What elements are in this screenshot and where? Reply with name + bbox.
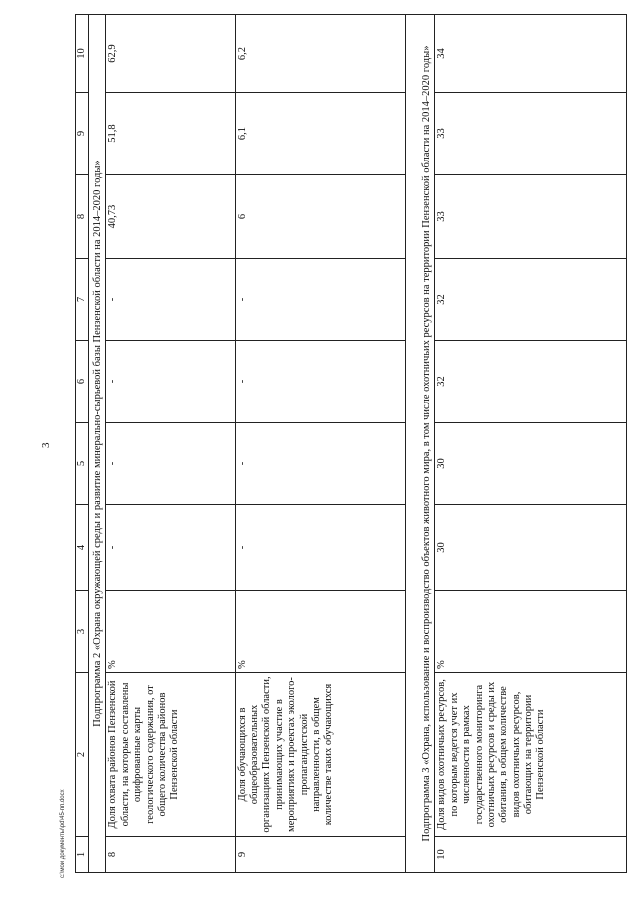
table-row xyxy=(235,15,406,873)
value-cell: 51,8 xyxy=(106,93,235,175)
value-cell: 32 xyxy=(435,341,627,423)
value-cell: 6,2 xyxy=(235,15,406,93)
value-cell: 6,1 xyxy=(235,93,406,175)
row-number: 10 xyxy=(435,837,627,873)
value-cell: 32 xyxy=(435,259,627,341)
column-header: 9 xyxy=(76,93,89,175)
value-cell: 33 xyxy=(435,175,627,259)
unit-cell: % xyxy=(106,591,235,673)
unit-cell: % xyxy=(435,591,627,673)
value-cell: - xyxy=(235,423,406,505)
value-cell: 30 xyxy=(435,423,627,505)
subprogram-3-title: Подпрограмма 3 «Охрана, использование и воспроизводство объектов животного мира, в том числе охотничьих ресурсов на территории Пензенской области на 2014–2020 годы» xyxy=(406,15,435,873)
value-cell: - xyxy=(106,423,235,505)
column-header: 5 xyxy=(76,423,89,505)
column-header: 10 xyxy=(76,15,89,93)
footer-file-path: c:\мои документы\рd\45-пп.docx xyxy=(60,789,66,878)
rotated-table-wrapper xyxy=(75,35,627,873)
page-number: 3 xyxy=(40,442,52,448)
indicators-table xyxy=(75,14,627,873)
subprogram-row xyxy=(406,15,435,873)
column-header: 4 xyxy=(76,505,89,591)
column-number-row xyxy=(76,15,89,873)
indicator-description: Доля видов охотничьих ресурсов, по которым ведется учет их численности в рамках государственного мониторинга охотничьих ресурсов и среды их обитания, в общем количестве видов охотничьих ресурсов, обитающих на территории Пензенской области xyxy=(435,673,627,837)
value-cell: - xyxy=(235,505,406,591)
column-header: 8 xyxy=(76,175,89,259)
value-cell: 33 xyxy=(435,93,627,175)
table-row xyxy=(435,15,627,873)
value-cell: 6 xyxy=(235,175,406,259)
column-header: 7 xyxy=(76,259,89,341)
value-cell: - xyxy=(106,259,235,341)
value-cell: 40,73 xyxy=(106,175,235,259)
indicator-description: Доля обучающихся в общеобразовательных организациях Пензенской области, принимающих участие в мероприятиях и проектах эколого-пропагандистской направленности, в общем количестве таких обучающихся xyxy=(235,673,406,837)
column-header: 1 xyxy=(76,837,89,873)
value-cell: - xyxy=(106,341,235,423)
subprogram-row xyxy=(89,15,106,873)
column-header: 3 xyxy=(76,591,89,673)
row-number: 8 xyxy=(106,837,235,873)
column-header: 2 xyxy=(76,673,89,837)
column-header: 6 xyxy=(76,341,89,423)
indicator-description: Доля охвата районов Пензенской области, на которые составлены оцифрованные карты геологического содержания, от общего количества районов Пензенской области xyxy=(106,673,235,837)
value-cell: 62,9 xyxy=(106,15,235,93)
row-number: 9 xyxy=(235,837,406,873)
value-cell: - xyxy=(235,341,406,423)
table-row xyxy=(106,15,235,873)
subprogram-2-title: Подпрограмма 2 «Охрана окружающей среды и развитие минерально-сырьевой базы Пензенской области на 2014–2020 годы» xyxy=(89,15,106,873)
value-cell: - xyxy=(235,259,406,341)
value-cell: 34 xyxy=(435,15,627,93)
value-cell: - xyxy=(106,505,235,591)
value-cell: 30 xyxy=(435,505,627,591)
unit-cell: % xyxy=(235,591,406,673)
